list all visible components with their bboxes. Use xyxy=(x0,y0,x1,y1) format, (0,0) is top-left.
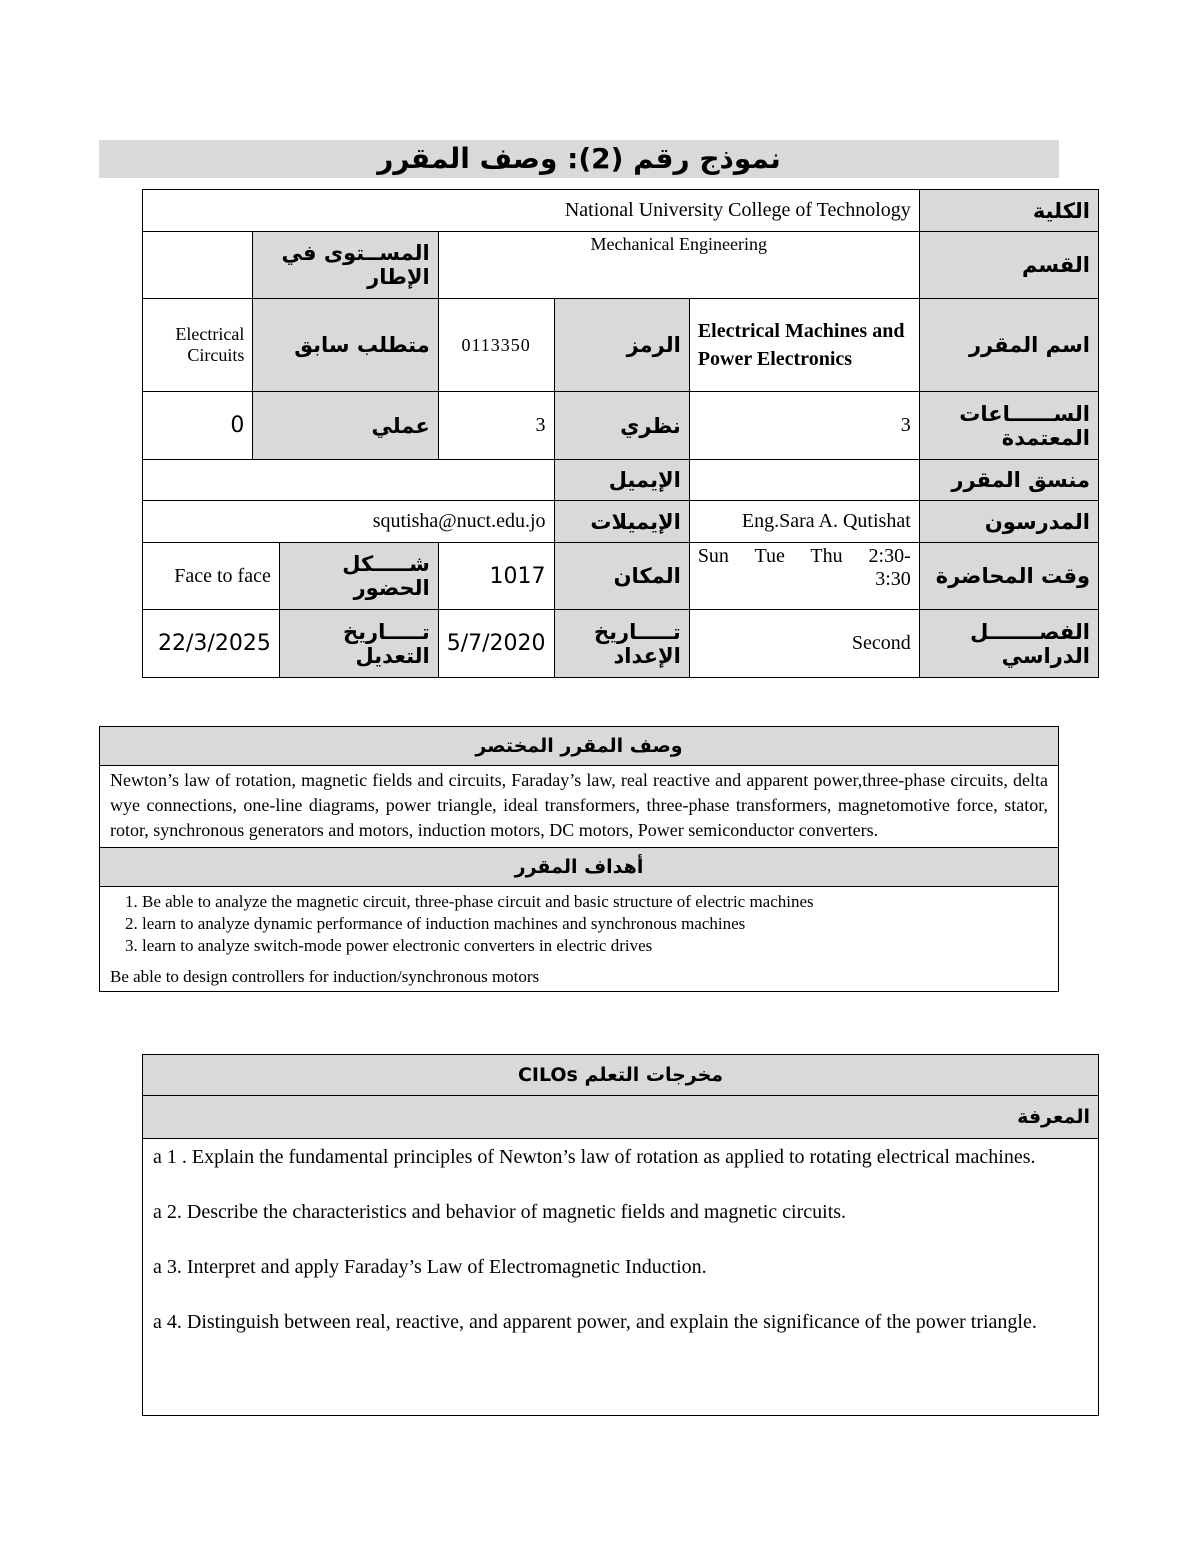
lecture-time-value: Sun Tue Thu 2:30-3:30 xyxy=(689,543,919,610)
code-label: الرمز xyxy=(554,299,689,392)
coordinator-label: منسق المقرر xyxy=(919,460,1098,501)
course-name-value: Electrical Machines and Power Electronics xyxy=(689,299,919,392)
list-item: a 2. Describe the characteristics and behavior of magnetic fields and magnetic circuits. xyxy=(153,1201,847,1223)
table-row xyxy=(143,299,1099,392)
practical-label: عملي xyxy=(253,392,438,460)
table-row xyxy=(143,1055,1099,1096)
theory-label: نظري xyxy=(554,392,689,460)
level-value xyxy=(143,232,253,299)
table-row xyxy=(143,501,1099,543)
email-label: الإيميل xyxy=(554,460,689,501)
semester-value: Second xyxy=(689,610,919,678)
course-info-table xyxy=(142,189,1099,678)
prereq-label: متطلب سابق xyxy=(253,299,438,392)
description-table xyxy=(99,726,1059,992)
coordinator-value xyxy=(689,460,919,501)
goal-extra: Be able to design controllers for induction/synchronous motors xyxy=(110,967,540,986)
table-row xyxy=(100,727,1059,766)
table-row xyxy=(143,610,1099,678)
place-value: 1017 xyxy=(438,543,554,610)
goals-list xyxy=(106,891,1052,957)
list-item: a 4. Distinguish between real, reactive, and apparent power, and explain the significance of the power triangle. xyxy=(153,1311,1037,1333)
attendance-label: شـــــكل الحضور xyxy=(279,543,438,610)
table-row xyxy=(100,766,1059,848)
practical-hours: 0 xyxy=(143,392,253,460)
table-row xyxy=(143,1096,1099,1139)
faculty-value: National University College of Technology xyxy=(143,190,920,232)
theory-hours: 3 xyxy=(438,392,554,460)
table-row xyxy=(100,887,1059,992)
course-name-label: اسم المقرر xyxy=(919,299,1098,392)
prep-date-label: تـــــاريخ الإعداد xyxy=(554,610,689,678)
table-row xyxy=(143,190,1099,232)
list-item: 1. Be able to analyze the magnetic circuit, three-phase circuit and basic structure of electric machines xyxy=(142,891,1052,913)
list-item: a 1 . Explain the fundamental principles of Newton’s law of rotation as applied to rotating electrical machines. xyxy=(153,1146,1036,1168)
table-row xyxy=(143,543,1099,610)
cilos-table xyxy=(142,1054,1099,1416)
goals-cell xyxy=(100,887,1059,992)
list-item: a 3. Interpret and apply Faraday’s Law of Electromagnetic Induction. xyxy=(153,1256,707,1278)
level-label: المســتوى في الإطار xyxy=(253,232,438,299)
prep-date-value: 5/7/2020 xyxy=(438,610,554,678)
instructors-value: Eng.Sara A. Qutishat xyxy=(689,501,919,543)
table-row xyxy=(100,848,1059,887)
prereq-value: Electrical Circuits xyxy=(143,299,253,392)
table-row xyxy=(143,460,1099,501)
instructors-label: المدرسون xyxy=(919,501,1098,543)
department-label: القسم xyxy=(919,232,1098,299)
cilos-header: مخرجات التعلم CILOs xyxy=(143,1055,1099,1096)
credit-hours-value: 3 xyxy=(689,392,919,460)
semester-label: الفصـــــــل الدراسي xyxy=(919,610,1098,678)
table-row xyxy=(143,1139,1099,1416)
email-value xyxy=(143,460,555,501)
emails-label: الإيميلات xyxy=(554,501,689,543)
goals-header: أهداف المقرر xyxy=(100,848,1059,887)
emails-value: squtisha@nuct.edu.jo xyxy=(143,501,555,543)
cilos-list xyxy=(143,1139,1099,1416)
page-title: نموذج رقم (2): وصف المقرر xyxy=(99,140,1059,178)
department-value: Mechanical Engineering xyxy=(438,232,919,299)
description-text: Newton’s law of rotation, magnetic fields and circuits, Faraday’s law, real reactive and apparent power,three-phase circuits, delta wye connections, one-line diagrams, power triangle, ideal transformers, three-phase transformers, magnetomotive force, stator, rotor, synchronous generators and motors, induction motors, DC motors, Power semiconductor converters. xyxy=(100,766,1059,848)
mod-date-value: 22/3/2025 xyxy=(143,610,280,678)
table-row xyxy=(143,232,1099,299)
knowledge-label: المعرفة xyxy=(143,1096,1099,1139)
list-item: 3. learn to analyze switch-mode power electronic converters in electric drives xyxy=(142,935,1052,957)
mod-date-label: تـــــاريخ التعديل xyxy=(279,610,438,678)
faculty-label: الكلية xyxy=(919,190,1098,232)
lecture-time-label: وقت المحاضرة xyxy=(919,543,1098,610)
code-value: 0113350 xyxy=(438,299,554,392)
attendance-value: Face to face xyxy=(143,543,280,610)
list-item: 2. learn to analyze dynamic performance of induction machines and synchronous machines xyxy=(142,913,1052,935)
credit-hours-label: الســــــاعات المعتمدة xyxy=(919,392,1098,460)
description-header: وصف المقرر المختصر xyxy=(100,727,1059,766)
place-label: المكان xyxy=(554,543,689,610)
table-row xyxy=(143,392,1099,460)
